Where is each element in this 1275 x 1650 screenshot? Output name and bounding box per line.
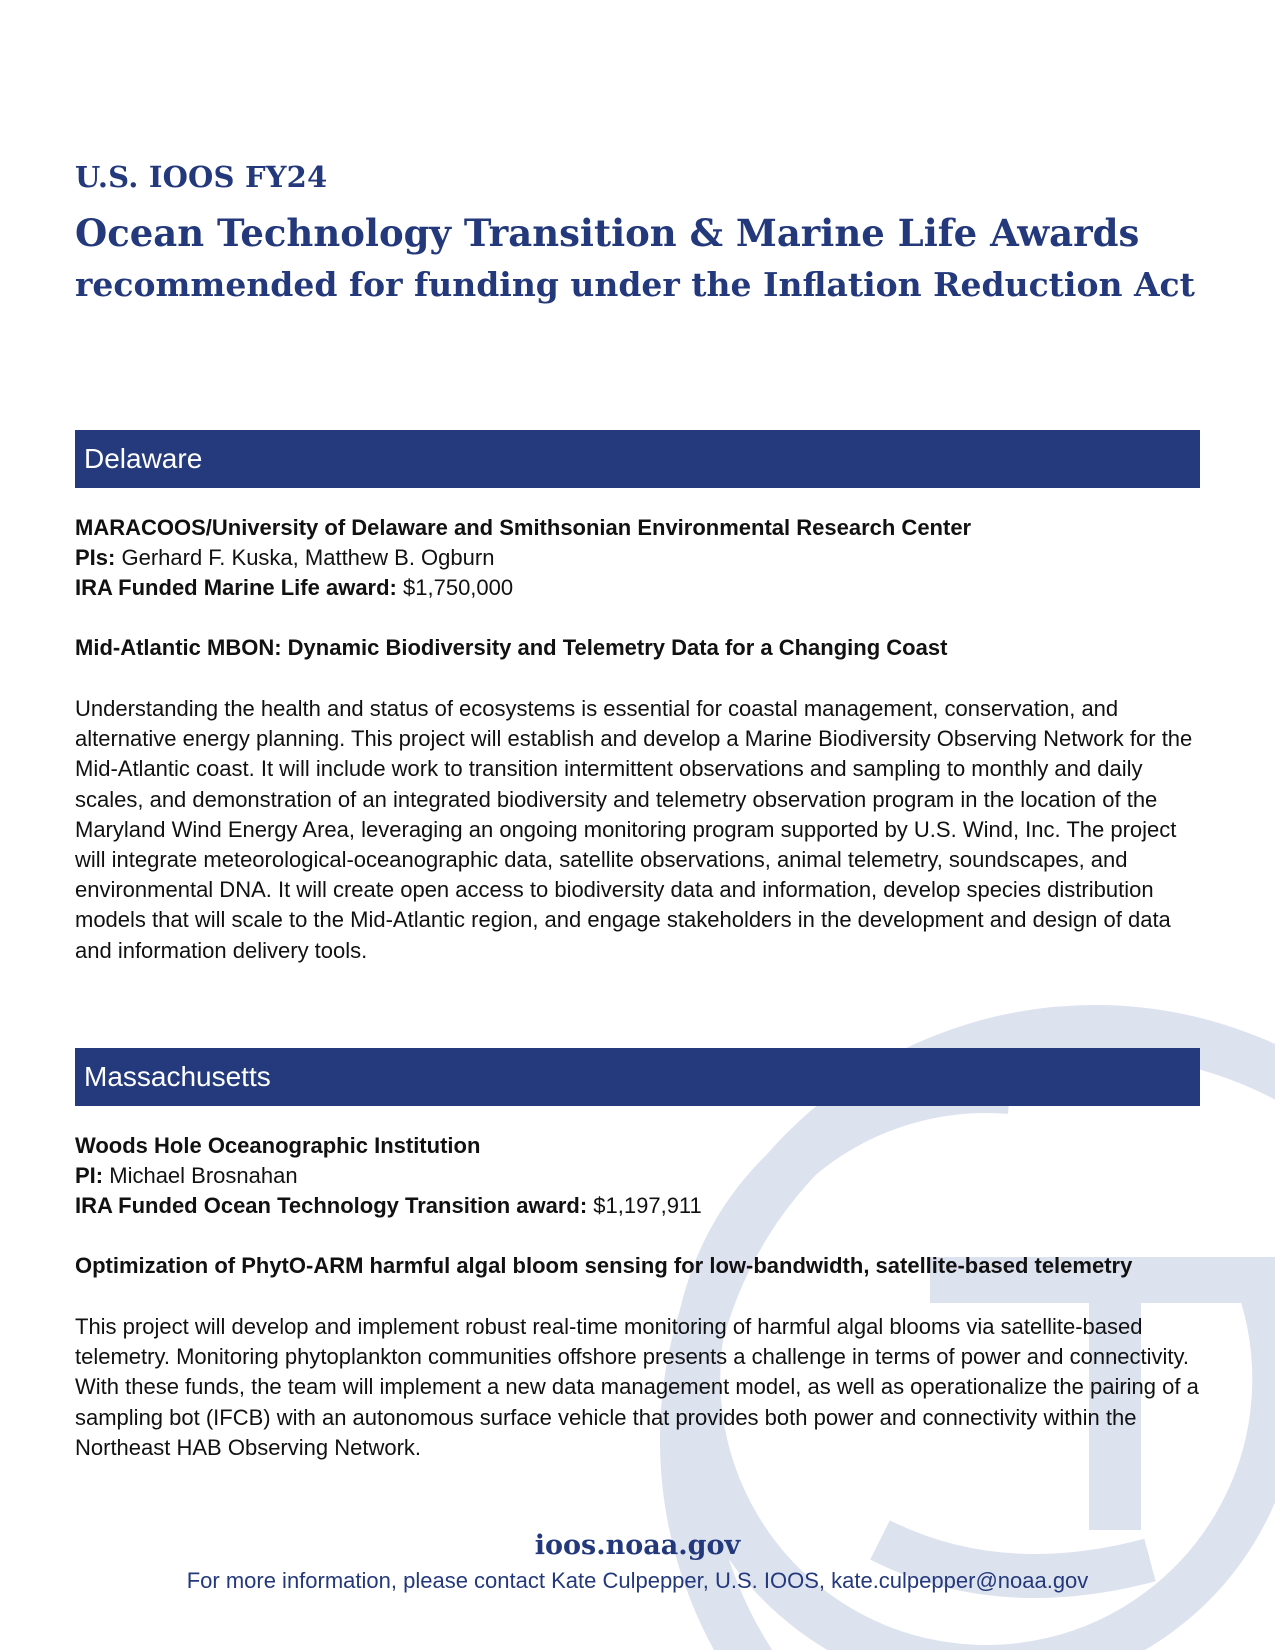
award-value: $1,750,000: [403, 575, 514, 600]
pi-label: PI:: [75, 1163, 104, 1188]
pi-value: Gerhard F. Kuska, Matthew B. Ogburn: [121, 545, 495, 570]
award-amount-line: [75, 573, 1205, 603]
footer-website-link[interactable]: ioos.noaa.gov: [534, 1530, 741, 1561]
pi-value: Michael Brosnahan: [109, 1163, 298, 1188]
title-line-1: Ocean Technology Transition & Marine Life Awards: [75, 211, 1140, 255]
project-description-massachusetts: This project will develop and implement robust real-time monitoring of harmful algal blooms via satellite-based telemetry. Monitoring phytoplankton communities offshore presents a challenge in terms of power and connectivity. With these funds, the team will implement a new data management model, as well as operationalize the pairing of a sampling bot (IFCB) with an autonomous surface vehicle that provides both power and connectivity within the Northeast HAB Observing Network.: [75, 1314, 1199, 1460]
award-pi-line: [75, 543, 1205, 573]
award-details-massachusetts: [75, 1131, 1205, 1221]
section-header-delaware: Delaware: [75, 430, 1200, 488]
project-description-delaware: Understanding the health and status of ecosystems is essential for coastal management, conservation, and alternative energy planning. This project will establish and develop a Marine Biodiversity Observing Network for the Mid-Atlantic coast. It will include work to transition intermittent observations and sampling to monthly and daily scales, and demonstration of an integrated biodiversity and telemetry observation program in the location of the Maryland Wind Energy Area, leveraging an ongoing monitoring program supported by U.S. Wind, Inc. The project will integrate meteorological-oceanographic data, satellite observations, animal telemetry, soundscapes, and environmental DNA. It will create open access to biodiversity data and information, develop species distribution models that will scale to the Mid-Atlantic region, and engage stakeholders in the development and design of data and information delivery tools.: [75, 696, 1193, 963]
award-value: $1,197,911: [593, 1193, 702, 1218]
award-organization: MARACOOS/University of Delaware and Smithsonian Environmental Research Center: [75, 515, 972, 540]
award-label: IRA Funded Ocean Technology Transition award:: [75, 1193, 588, 1218]
award-label: IRA Funded Marine Life award:: [75, 575, 397, 600]
section-header-massachusetts: Massachusetts: [75, 1048, 1200, 1106]
pi-label: PIs:: [75, 545, 116, 570]
document-title: [75, 208, 1225, 310]
document-kicker: U.S. IOOS FY24: [75, 160, 328, 194]
award-details-delaware: [75, 513, 1205, 603]
title-line-2: recommended for funding under the Inflation Reduction Act: [75, 265, 1195, 304]
project-title-delaware: Mid-Atlantic MBON: Dynamic Biodiversity and Telemetry Data for a Changing Coast: [75, 635, 948, 660]
award-organization: Woods Hole Oceanographic Institution: [75, 1133, 481, 1158]
award-amount-line: [75, 1191, 1205, 1221]
award-pi-line: [75, 1161, 1205, 1191]
project-title-massachusetts: Optimization of PhytO-ARM harmful algal bloom sensing for low-bandwidth, satellite-based telemetry: [75, 1253, 1133, 1278]
footer-contact-info: For more information, please contact Kate Culpepper, U.S. IOOS, kate.culpepper@noaa.gov: [186, 1568, 1089, 1593]
